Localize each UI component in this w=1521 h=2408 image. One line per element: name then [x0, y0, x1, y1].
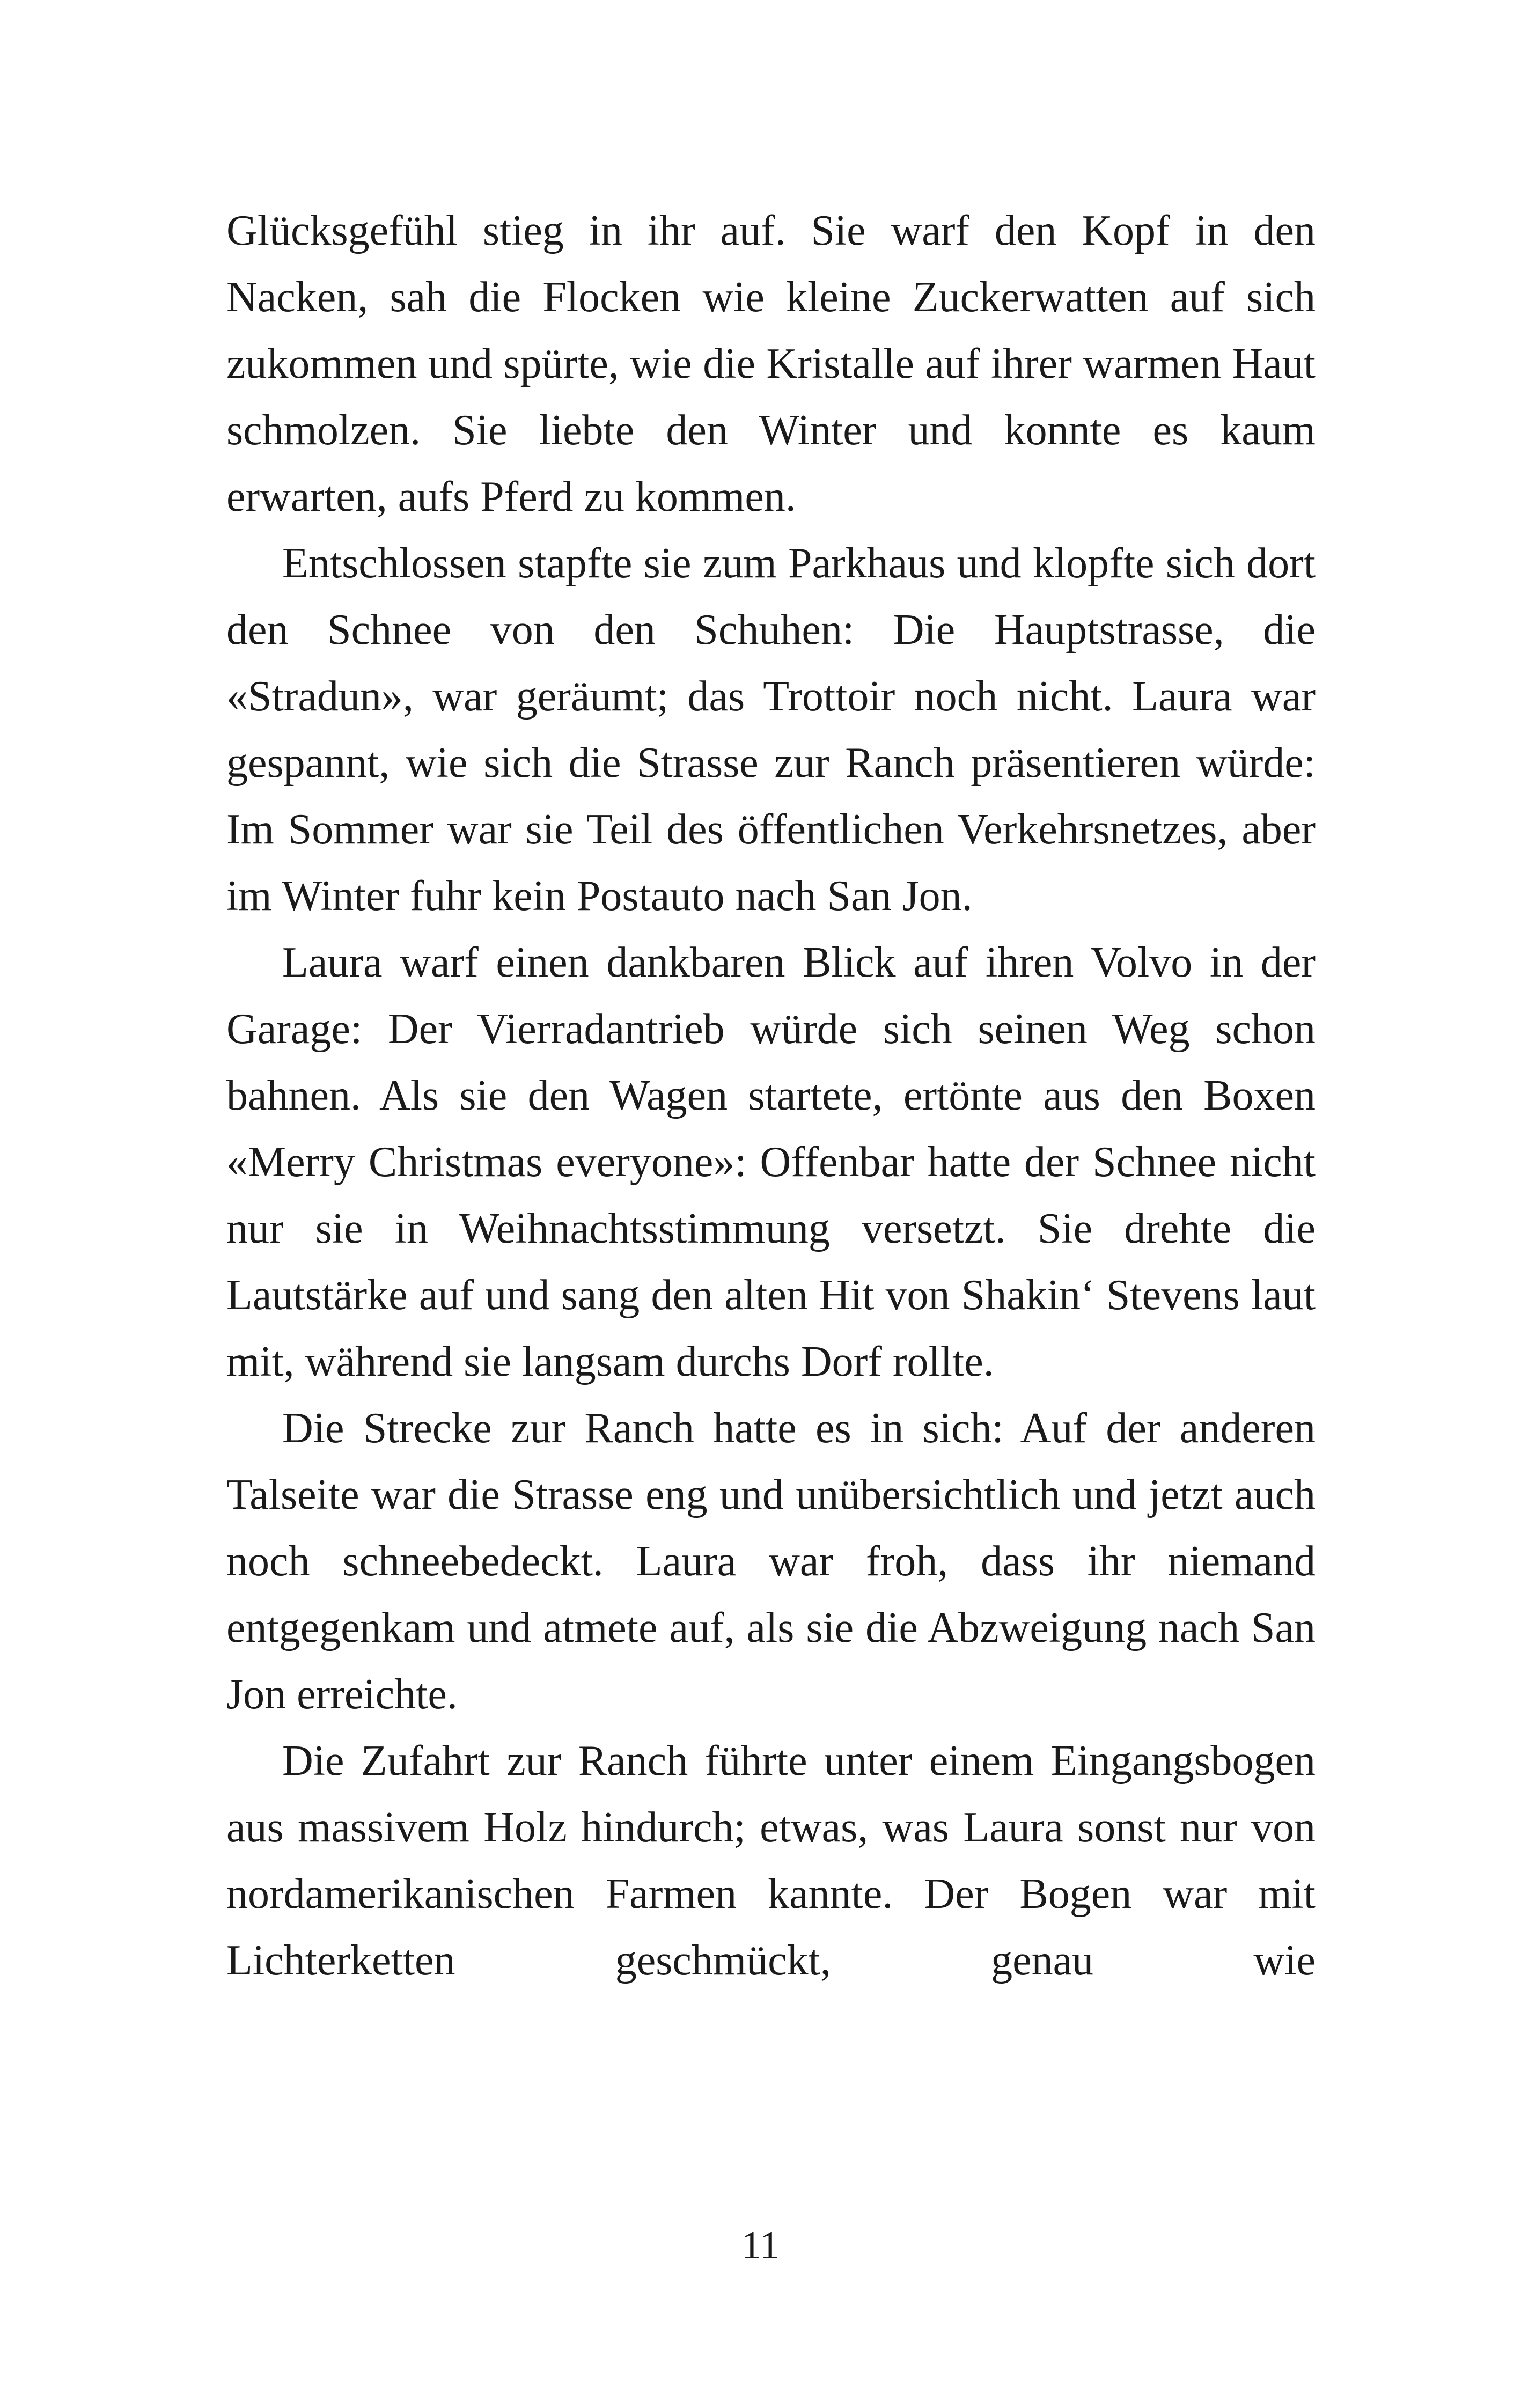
paragraph-4: Die Strecke zur Ranch hatte es in sich: Auf der anderen Talseite war die Strasse eng und unübersichtlich und jetzt auch noch schneebedeckt. Laura war froh, dass ihr niemand entgegenkam und atmete auf, als sie die Abzweigung nach San Jon erreichte.	[226, 1405, 1316, 1718]
paragraph-2: Entschlossen stapfte sie zum Parkhaus und klopfte sich dort den Schnee von den Schuhen: Die Hauptstrasse, die «Stradun», war geräumt; das Trottoir noch nicht. Laura war gespannt, wie sich die Strasse zur Ranch präsentieren würde: Im Sommer war sie Teil des öffentlichen Verkehrsnetzes, aber im Winter fuhr kein Postauto nach San Jon.	[226, 540, 1316, 920]
paragraph-5: Die Zufahrt zur Ranch führte unter einem Eingangsbogen aus massivem Holz hindurch; etwas, was Laura sonst nur von nordamerikanischen Farmen kannte. Der Bogen war mit Lichterketten geschmückt, genau wie	[226, 1737, 1316, 1984]
paragraph-1: Glücksgefühl stieg in ihr auf. Sie warf den Kopf in den Nacken, sah die Flocken wie kleine Zuckerwatten auf sich zukommen und spürte, wie die Kristalle auf ihrer warmen Haut schmolzen. Sie liebte den Winter und konnte es kaum erwarten, aufs Pferd zu kommen.	[226, 207, 1316, 520]
paragraph-3: Laura warf einen dankbaren Blick auf ihren Volvo in der Garage: Der Vierradantrieb würde sich seinen Weg schon bahnen. Als sie den Wagen startete, ertönte aus den Boxen «Merry Christmas everyone»: Offenbar hatte der Schnee nicht nur sie in Weihnachtsstimmung versetzt. Sie drehte die Lautstärke auf und sang den alten Hit von Shakin‘ Stevens laut mit, während sie langsam durchs Dorf rollte.	[226, 939, 1316, 1385]
page-number: 11	[741, 2223, 780, 2267]
body-text	[226, 197, 1316, 1994]
